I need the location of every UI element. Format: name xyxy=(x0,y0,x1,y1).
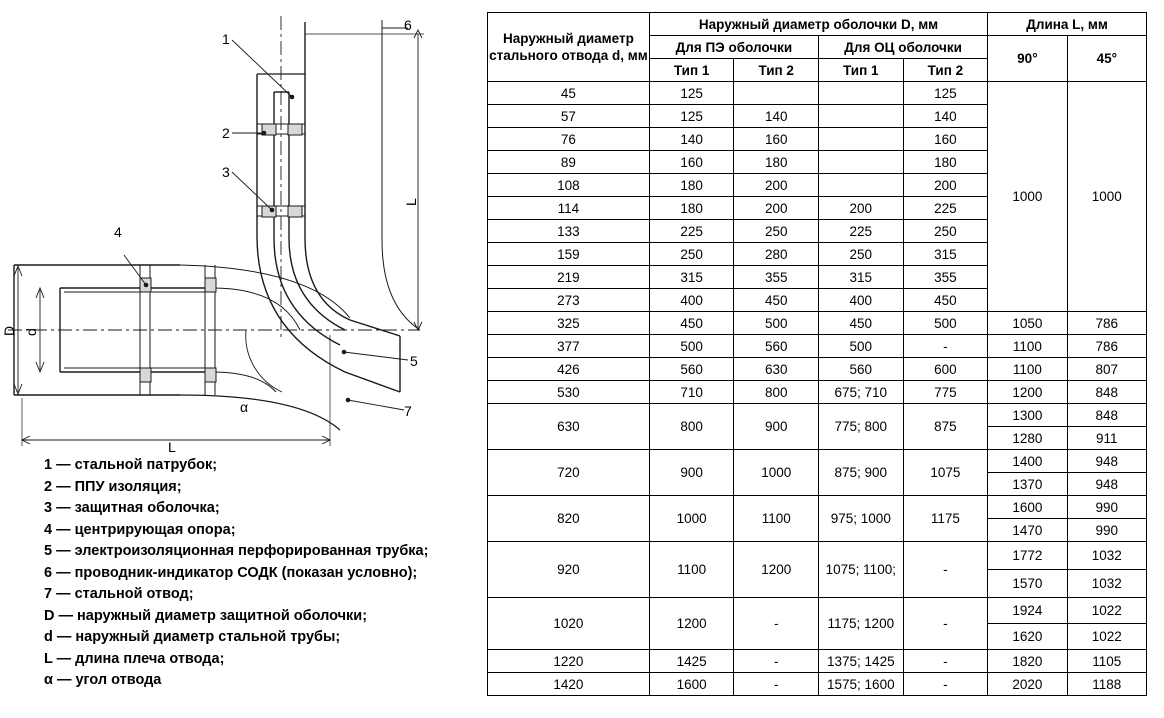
header-pe-type1: Тип 1 xyxy=(649,59,734,82)
cell-pe2: 450 xyxy=(734,289,819,312)
legend-item: 3 — защитная оболочка; xyxy=(44,500,220,516)
cell-oc2: - xyxy=(903,335,988,358)
header-shell-diameter-group: Наружный диаметр оболочки D, мм xyxy=(649,13,987,36)
cell-oc2: 600 xyxy=(903,358,988,381)
cell-pe2: 1000 xyxy=(734,450,819,496)
cell-pe2: 140 xyxy=(734,105,819,128)
cell-l45: 948 xyxy=(1067,473,1146,496)
cell-pe1: 1100 xyxy=(649,542,734,598)
dimension-L-horizontal: L xyxy=(168,439,176,455)
cell-oc2: 140 xyxy=(903,105,988,128)
cell-pe1: 180 xyxy=(649,197,734,220)
cell-l90: 1600 xyxy=(988,496,1067,519)
dimension-L-vertical: L xyxy=(403,198,419,206)
cell-oc2: 180 xyxy=(903,151,988,174)
cell-pe2: 355 xyxy=(734,266,819,289)
cell-l90: 1280 xyxy=(988,427,1067,450)
cell-d: 108 xyxy=(488,174,650,197)
cell-pe2: 900 xyxy=(734,404,819,450)
cell-d: 45 xyxy=(488,82,650,105)
cell-d: 219 xyxy=(488,266,650,289)
cell-oc1: 250 xyxy=(819,243,904,266)
cell-pe2: 500 xyxy=(734,312,819,335)
callout-4: 4 xyxy=(114,224,122,240)
cell-l90: 1400 xyxy=(988,450,1067,473)
table-row xyxy=(488,496,1147,519)
cell-pe2: 200 xyxy=(734,174,819,197)
legend-item: d — наружный диаметр стальной трубы; xyxy=(44,629,341,645)
header-oc-type1: Тип 1 xyxy=(819,59,904,82)
header-pe-type2: Тип 2 xyxy=(734,59,819,82)
cell-d: 114 xyxy=(488,197,650,220)
cell-l90: 1470 xyxy=(988,519,1067,542)
cell-l90: 1100 xyxy=(988,358,1067,381)
cell-oc2: 500 xyxy=(903,312,988,335)
spec-table xyxy=(487,12,1147,696)
callout-1: 1 xyxy=(222,31,230,47)
cell-l45: 807 xyxy=(1067,358,1146,381)
callout-7: 7 xyxy=(404,403,412,419)
cell-l45: 948 xyxy=(1067,450,1146,473)
cell-pe1: 1600 xyxy=(649,673,734,696)
cell-pe2: 180 xyxy=(734,151,819,174)
header-oc-shell: Для ОЦ оболочки xyxy=(819,36,988,59)
cell-d: 377 xyxy=(488,335,650,358)
cell-d: 426 xyxy=(488,358,650,381)
cell-l45: 848 xyxy=(1067,404,1146,427)
cell-pe1: 400 xyxy=(649,289,734,312)
cell-oc1 xyxy=(819,151,904,174)
cell-oc1: 225 xyxy=(819,220,904,243)
cell-oc1 xyxy=(819,174,904,197)
cell-pe2 xyxy=(734,82,819,105)
cell-oc1 xyxy=(819,82,904,105)
table-row xyxy=(488,650,1147,673)
cell-d: 76 xyxy=(488,128,650,151)
cell-pe1: 1425 xyxy=(649,650,734,673)
cell-pe2: - xyxy=(734,598,819,650)
cell-oc2: 775 xyxy=(903,381,988,404)
table-row xyxy=(488,542,1147,570)
cell-pe2: 250 xyxy=(734,220,819,243)
cell-pe2: 200 xyxy=(734,197,819,220)
legend-list xyxy=(44,455,474,692)
legend-item: D — наружный диаметр защитной оболочки; xyxy=(44,607,368,624)
angle-alpha: α xyxy=(240,399,249,415)
cell-l45: 1188 xyxy=(1067,673,1146,696)
cell-oc1: 1075; 1100; xyxy=(819,542,904,598)
cell-oc1: 560 xyxy=(819,358,904,381)
cell-d: 530 xyxy=(488,381,650,404)
cell-oc1: 975; 1000 xyxy=(819,496,904,542)
cell-pe1: 560 xyxy=(649,358,734,381)
cell-l45: 1105 xyxy=(1067,650,1146,673)
header-angle-90: 90° xyxy=(988,36,1067,82)
cell-oc2: 355 xyxy=(903,266,988,289)
table-row xyxy=(488,381,1147,404)
header-length-group: Длина L, мм xyxy=(988,13,1147,36)
cell-oc2: 450 xyxy=(903,289,988,312)
table-row xyxy=(488,312,1147,335)
callout-6: 6 xyxy=(404,17,412,33)
cell-l45: 848 xyxy=(1067,381,1146,404)
cell-l90: 1100 xyxy=(988,335,1067,358)
cell-l90: 1820 xyxy=(988,650,1067,673)
cell-pe1: 160 xyxy=(649,151,734,174)
table-row xyxy=(488,82,1147,105)
drawing-svg xyxy=(0,0,480,460)
cell-d: 57 xyxy=(488,105,650,128)
legend-item: 4 — центрирующая опора; xyxy=(44,521,236,538)
cell-oc1: 1575; 1600 xyxy=(819,673,904,696)
table-row xyxy=(488,598,1147,624)
cell-d: 1020 xyxy=(488,598,650,650)
cell-l45: 786 xyxy=(1067,312,1146,335)
cell-l45: 1032 xyxy=(1067,542,1146,570)
cell-pe2: 160 xyxy=(734,128,819,151)
table-row xyxy=(488,673,1147,696)
dimension-d: d xyxy=(23,328,39,336)
table-row xyxy=(488,358,1147,381)
cell-pe1: 180 xyxy=(649,174,734,197)
table-row xyxy=(488,335,1147,358)
header-oc-type2: Тип 2 xyxy=(903,59,988,82)
cell-d: 630 xyxy=(488,404,650,450)
cell-l45: 990 xyxy=(1067,496,1146,519)
cell-l90: 1772 xyxy=(988,542,1067,570)
cell-l90: 1370 xyxy=(988,473,1067,496)
legend-item: 2 — ППУ изоляция; xyxy=(44,478,182,495)
cell-pe1: 1000 xyxy=(649,496,734,542)
cell-pe2: - xyxy=(734,673,819,696)
cell-pe1: 250 xyxy=(649,243,734,266)
cell-oc2: 125 xyxy=(903,82,988,105)
cell-pe1: 225 xyxy=(649,220,734,243)
cell-oc1: 875; 900 xyxy=(819,450,904,496)
cell-d: 133 xyxy=(488,220,650,243)
cell-l90: 2020 xyxy=(988,673,1067,696)
header-outer-diameter-steel: Наружный диаметр стального отвода d, мм xyxy=(488,13,650,82)
cell-l45: 990 xyxy=(1067,519,1146,542)
cell-pe2: 1200 xyxy=(734,542,819,598)
cell-pe1: 1200 xyxy=(649,598,734,650)
cell-d: 720 xyxy=(488,450,650,496)
cell-oc2: - xyxy=(903,598,988,650)
cell-pe1: 710 xyxy=(649,381,734,404)
cell-oc2: 250 xyxy=(903,220,988,243)
legend-item: 1 — стальной патрубок; xyxy=(44,457,218,473)
callout-3: 3 xyxy=(222,164,230,180)
cell-l45: 1022 xyxy=(1067,598,1146,624)
cell-oc1: 675; 710 xyxy=(819,381,904,404)
cell-d: 273 xyxy=(488,289,650,312)
cell-d: 89 xyxy=(488,151,650,174)
cell-oc2: - xyxy=(903,650,988,673)
header-angle-45: 45° xyxy=(1067,36,1146,82)
cell-oc1: 400 xyxy=(819,289,904,312)
cell-l45: 911 xyxy=(1067,427,1146,450)
cell-pe1: 140 xyxy=(649,128,734,151)
cell-oc1: 1175; 1200 xyxy=(819,598,904,650)
legend-item: 5 — электроизоляционная перфорированная трубка; xyxy=(44,543,429,559)
cell-oc1: 200 xyxy=(819,197,904,220)
table-row xyxy=(488,450,1147,473)
cell-l90: 1924 xyxy=(988,598,1067,624)
cell-oc1: 450 xyxy=(819,312,904,335)
cell-d: 325 xyxy=(488,312,650,335)
cell-pe2: 1100 xyxy=(734,496,819,542)
cell-l45: 1032 xyxy=(1067,570,1146,598)
cell-l90: 1620 xyxy=(988,624,1067,650)
cell-d: 1220 xyxy=(488,650,650,673)
cell-pe2: 800 xyxy=(734,381,819,404)
cell-oc2: - xyxy=(903,673,988,696)
cell-d: 920 xyxy=(488,542,650,598)
cell-oc2: 315 xyxy=(903,243,988,266)
table-row xyxy=(488,404,1147,427)
spec-table-body xyxy=(488,82,1147,696)
cell-oc1: 775; 800 xyxy=(819,404,904,450)
cell-pe1: 900 xyxy=(649,450,734,496)
cell-d: 1420 xyxy=(488,673,650,696)
table-header-row-1 xyxy=(488,13,1147,36)
cell-oc1 xyxy=(819,128,904,151)
callout-2: 2 xyxy=(222,125,230,141)
cell-l90: 1050 xyxy=(988,312,1067,335)
cell-oc2: 1175 xyxy=(903,496,988,542)
cell-pe1: 800 xyxy=(649,404,734,450)
header-pe-shell: Для ПЭ оболочки xyxy=(649,36,818,59)
cell-l45: 1022 xyxy=(1067,624,1146,650)
cell-pe1: 125 xyxy=(649,82,734,105)
cell-d: 820 xyxy=(488,496,650,542)
legend-item: 6 — проводник-индикатор СОДК (показан условно); xyxy=(44,564,418,581)
cell-pe1: 500 xyxy=(649,335,734,358)
cell-oc2: 1075 xyxy=(903,450,988,496)
cell-pe2: - xyxy=(734,650,819,673)
legend-item: 7 — стальной отвод; xyxy=(44,586,194,602)
cell-oc2: 200 xyxy=(903,174,988,197)
legend-item: α — угол отвода xyxy=(44,672,162,688)
legend-item: L — длина плеча отвода; xyxy=(44,650,225,667)
cell-d: 159 xyxy=(488,243,650,266)
cell-pe2: 560 xyxy=(734,335,819,358)
spec-table-wrapper xyxy=(487,12,1147,696)
cell-l90: 1570 xyxy=(988,570,1067,598)
cell-l90-merged: 1000 xyxy=(988,82,1067,312)
cell-l90: 1200 xyxy=(988,381,1067,404)
cell-oc2: 160 xyxy=(903,128,988,151)
cell-oc2: - xyxy=(903,542,988,598)
callout-5: 5 xyxy=(410,353,418,369)
cell-l45: 786 xyxy=(1067,335,1146,358)
cell-oc1 xyxy=(819,105,904,128)
cell-pe1: 315 xyxy=(649,266,734,289)
cell-oc1: 315 xyxy=(819,266,904,289)
cell-pe2: 630 xyxy=(734,358,819,381)
cell-pe2: 280 xyxy=(734,243,819,266)
cell-oc1: 500 xyxy=(819,335,904,358)
dimension-D: D xyxy=(1,325,17,336)
cell-pe1: 125 xyxy=(649,105,734,128)
cell-oc2: 225 xyxy=(903,197,988,220)
cell-l90: 1300 xyxy=(988,404,1067,427)
cell-oc2: 875 xyxy=(903,404,988,450)
cell-l45-merged: 1000 xyxy=(1067,82,1146,312)
cell-pe1: 450 xyxy=(649,312,734,335)
cell-oc1: 1375; 1425 xyxy=(819,650,904,673)
